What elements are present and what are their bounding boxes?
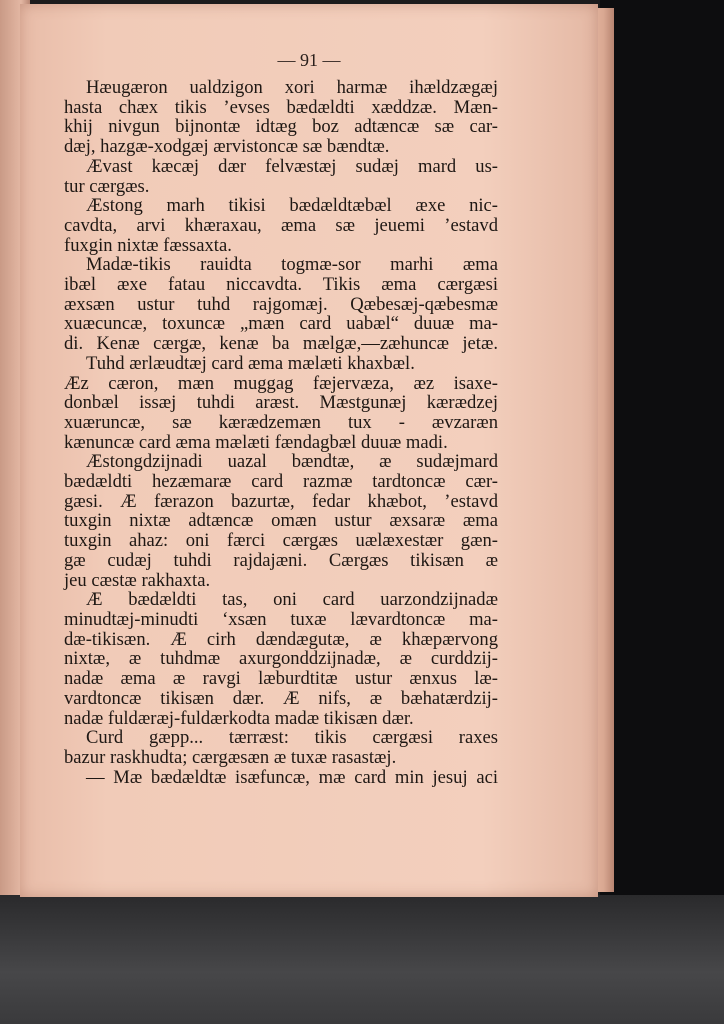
text-line: hasta chæx tikis ’evses bædældti xæddzæ. Mæn- (64, 96, 498, 118)
text-line: Hæugæron ualdzigon xori harmæ ihældzægæj (86, 77, 498, 98)
text-line: Ævast kæcæj dær felvæstæj sudæj mard us- (86, 155, 498, 177)
text-line: bædældti hezæmaræ card razmæ tardtoncæ cær- (64, 471, 498, 493)
text-line: nadæ fuldæræj-fuldærkodta madæ tikisæn dær. (64, 707, 414, 729)
body-text (64, 78, 498, 787)
text-line: di. Kenæ cærgæ, kenæ ba mælgæ,—zæhuncæ jetæ. (64, 333, 498, 355)
text-line: kænuncæ card æma mælæti fændagbæl duuæ madi. (64, 431, 448, 453)
text-line: Æstongdzijnadi uazal bændtæ, æ sudæjmard (86, 451, 498, 473)
text-line: donbæl issæj tuhdi aræst. Mæstgunæj kærædzej (64, 392, 498, 414)
text-line: minudtæj-minudti ‘xsæn tuxæ lævardtoncæ ma- (64, 608, 498, 630)
text-line: Tuhd ærlæudtæj card æma mælæti khaxbæl. (86, 352, 415, 374)
text-line: vardtoncæ tikisæn dær. Æ nifs, æ bæhatærdzij- (64, 687, 498, 709)
text-line: khij nivgun bijnontæ idtæg boz adtæncæ sæ car- (64, 116, 498, 138)
page-number: — 91 — (277, 50, 341, 70)
text-line: Madæ-tikis rauidta togmæ-sor marhi æma (86, 254, 498, 276)
text-line: fuxgin nixtæ fæssaxta. (64, 234, 232, 256)
text-line: nadæ æma æ ravgi læburdtitæ ustur ænxus læ- (64, 668, 498, 690)
text-line: gæsi. Æ færazon bazurtæ, fedar khæbot, ’estavd (64, 490, 498, 512)
text-line: tur cærgæs. (64, 175, 150, 197)
text-line: dæ-tikisæn. Æ cirh dændægutæ, æ khæpærvong (64, 628, 498, 650)
text-line: tuxgin ahaz: oni færci cærgæs uælæxestær gæn- (64, 530, 498, 552)
text-line: jeu cæstæ rakhaxta. (64, 569, 211, 591)
text-line: Æ bædældti tas, oni card uarzondzijnadæ (86, 589, 498, 611)
text-line: dæj, hazgæ-xodgæj ærvistoncæ sæ bændtæ. (64, 136, 390, 158)
text-line: tuxgin nixtæ adtæncæ omæn ustur æxsaræ æma (64, 510, 498, 532)
text-line: Curd gæpp... tærræst: tikis cærgæsi raxes (86, 727, 498, 749)
scanner-bed (0, 895, 724, 1024)
text-line: nixtæ, æ tuhdmæ axurgonddzijnadæ, æ curddzij- (64, 648, 498, 670)
text-line: Æz cæron, mæn muggag fæjervæza, æz isaxe- (64, 372, 498, 394)
text-line: cavdta, arvi khæraxau, æma sæ jeuemi ’estavd (64, 214, 498, 236)
text-line: xuæruncæ, sæ kærædzemæn tux - ævzaræn (64, 411, 498, 433)
scanner-background (600, 0, 724, 905)
text-line: — Mæ bædældtæ isæfuncæ, mæ card min jesuj aci (86, 766, 498, 788)
text-line: Æstong marh tikisi bædældtæbæl æxe nic- (86, 195, 498, 217)
text-line: bazur raskhudta; cærgæsæn æ tuxæ rasastæj. (64, 746, 397, 768)
text-line: xuæcuncæ, toxuncæ „mæn card uabæl“ duuæ ma- (64, 313, 498, 335)
text-line: æxsæn ustur tuhd rajgomæj. Qæbesæj-qæbesmæ (64, 293, 498, 315)
text-line: ibæl æxe fatau niccavdta. Tikis æma cærgæsi (64, 274, 498, 296)
text-line: gæ cudæj tuhdi rajdajæni. Cærgæs tikisæn æ (64, 549, 498, 571)
